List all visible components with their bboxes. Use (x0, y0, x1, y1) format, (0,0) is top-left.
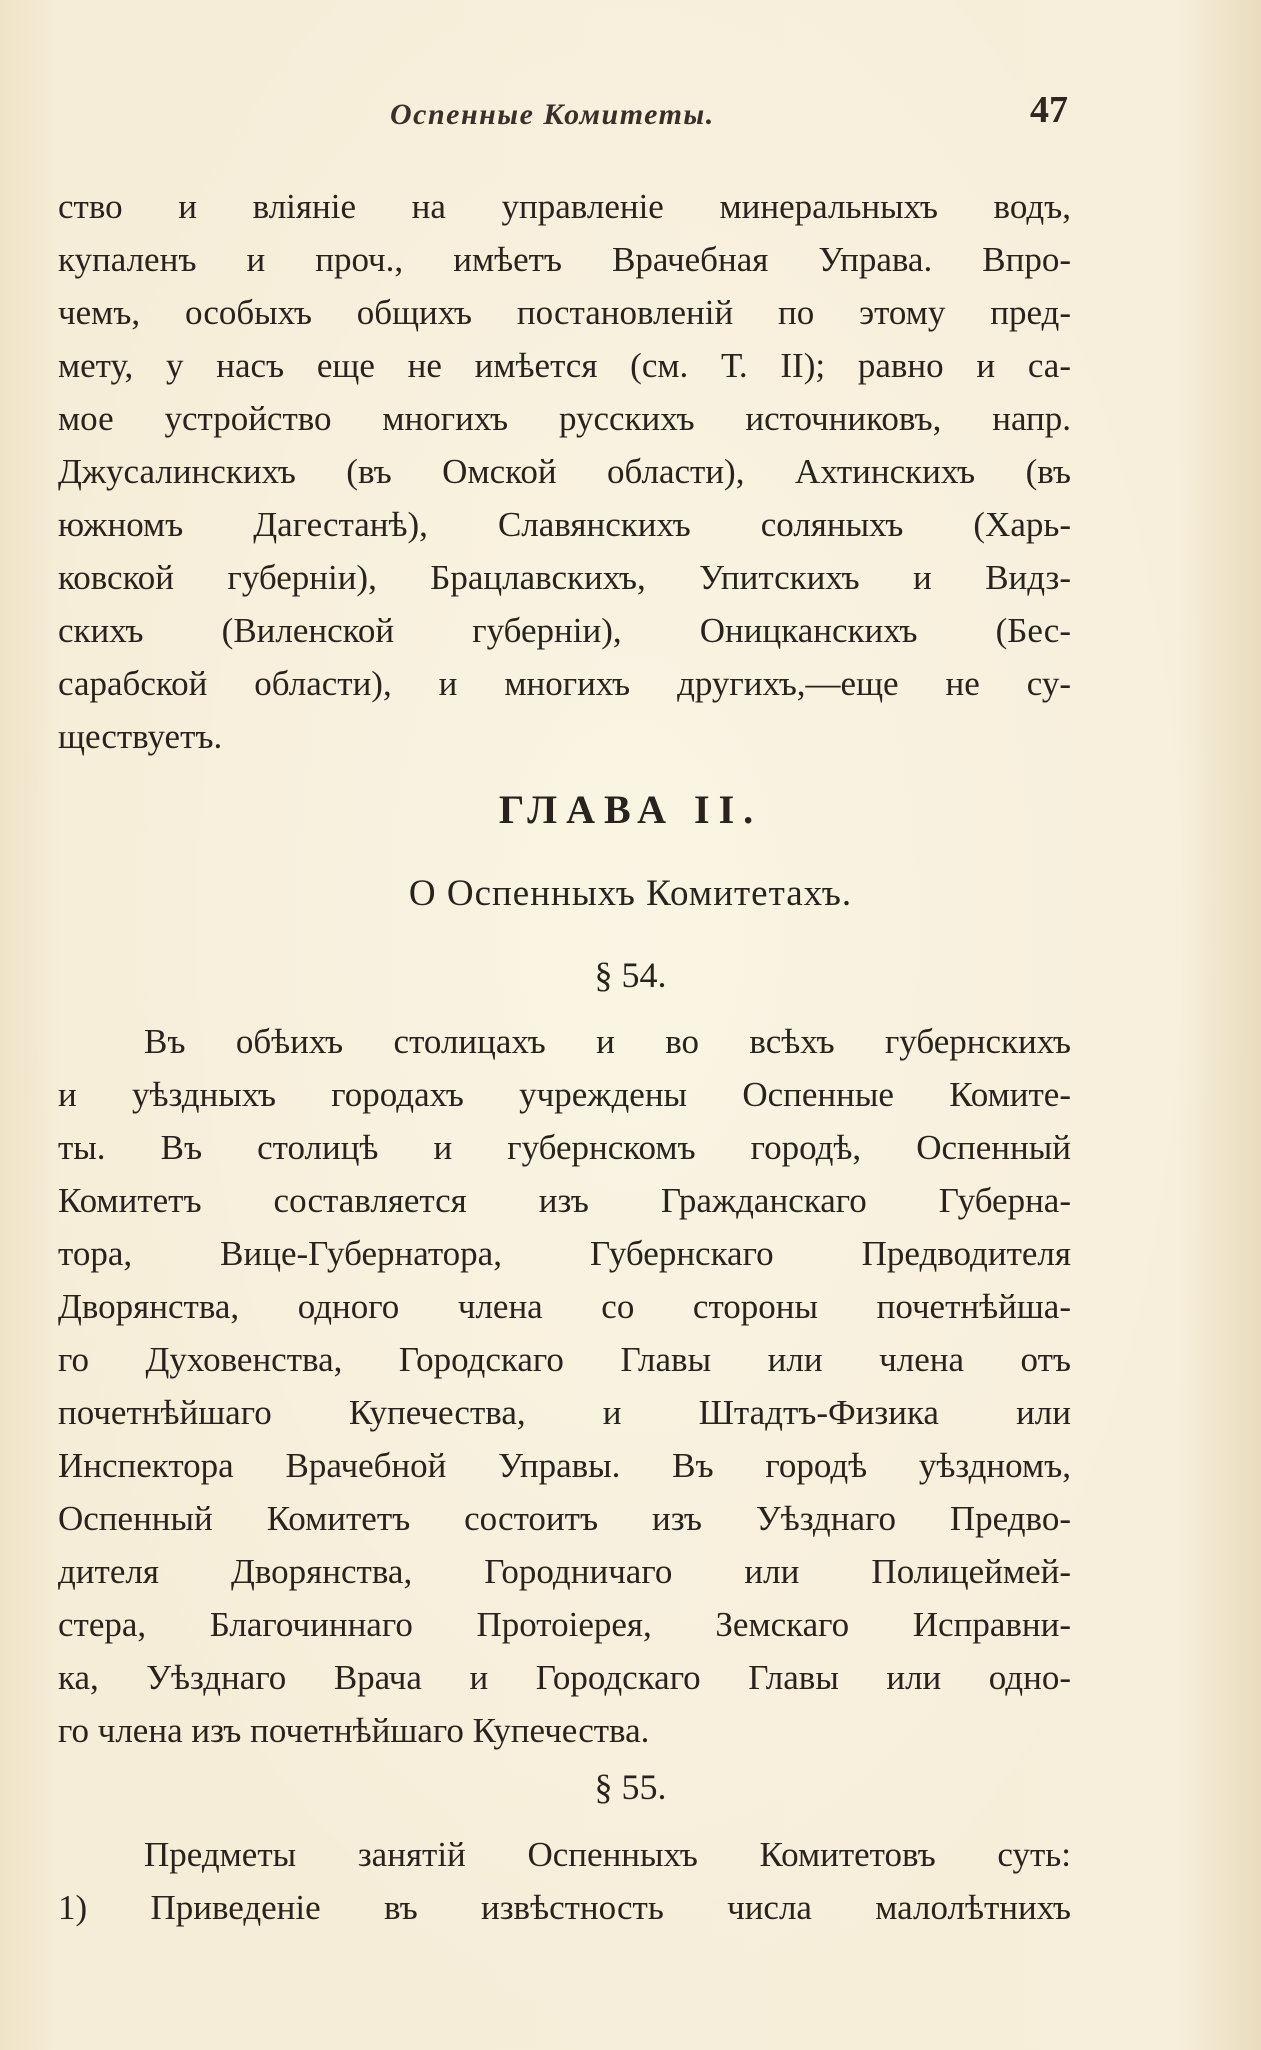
section-mark-55: § 55. (594, 1767, 667, 1807)
text-line: Предметы занятiй Оспенныхъ Комитетовъ суть: (144, 1835, 1071, 1874)
text-line: Оспенный Комитетъ состоитъ изъ Уѣзднаго Предво- (58, 1499, 1071, 1538)
chapter-subtitle: О Оспенныхъ Комитетахъ. (408, 873, 853, 914)
text-line: го члена изъ почетнѣйшаго Купечества. (58, 1711, 650, 1750)
section-mark-54: § 54. (594, 955, 667, 995)
text-line: южномъ Дагестанѣ), Славянскихъ соляныхъ (Харь- (58, 505, 1071, 544)
text-line: сарабской области), и многихъ другихъ,—еще не су- (58, 664, 1071, 703)
text-line: Комитетъ составляется изъ Гражданскаго Губерна- (58, 1181, 1071, 1220)
text-line: ществуетъ. (58, 717, 223, 756)
text-line: Инспектора Врачебной Управы. Въ городѣ уѣздномъ, (58, 1446, 1071, 1485)
text-line: и уѣздныхъ городахъ учреждены Оспенные Комите- (58, 1075, 1071, 1114)
text-line: тора, Вице-Губернатора, Губернскаго Предводителя (58, 1234, 1071, 1273)
text-line: чемъ, особыхъ общихъ постановленiй по этому пред- (58, 293, 1071, 332)
text-line: 1) Приведенiе въ извѣстность числа малолѣтнихъ (58, 1888, 1071, 1927)
text-line: мету, у насъ еще не имѣется (см. Т. II); равно и са- (58, 346, 1071, 385)
page-number: 47 (1030, 89, 1068, 131)
running-head: Оспенные Комитеты. (390, 98, 715, 131)
text-line: стера, Благочиннаго Протоiерея, Земскаго Исправни- (58, 1605, 1071, 1644)
text-line: ковской губернiи), Брацлавскихъ, Упитскихъ и Видз- (58, 558, 1071, 597)
chapter-title: ГЛАВА II. (498, 787, 763, 832)
text-line: Джусалинскихъ (въ Омской области), Ахтинскихъ (въ (58, 452, 1071, 491)
text-line: скихъ (Виленской губернiи), Оницканскихъ (Бес- (58, 611, 1071, 650)
text-line: ка, Уѣзднаго Врача и Городскаго Главы или одно- (58, 1658, 1071, 1697)
text-line: Дворянства, одного члена со стороны почетнѣйша- (58, 1287, 1071, 1326)
text-line: го Духовенства, Городскаго Главы или члена отъ (58, 1340, 1071, 1379)
text-line: Въ обѣихъ столицахъ и во всѣхъ губернскихъ (144, 1022, 1071, 1061)
text-line: купаленъ и проч., имѣетъ Врачебная Управа. Впро- (58, 240, 1071, 279)
text-line: мое устройство многихъ русскихъ источниковъ, напр. (58, 399, 1071, 438)
text-line: почетнѣйшаго Купечества, и Штадтъ-Физика или (58, 1393, 1071, 1432)
text-line: ство и влiянiе на управленiе минеральныхъ водъ, (58, 187, 1071, 226)
text-line: ты. Въ столицѣ и губернскомъ городѣ, Оспенный (58, 1128, 1071, 1167)
text-line: дителя Дворянства, Городничаго или Полицеймей- (58, 1552, 1071, 1591)
